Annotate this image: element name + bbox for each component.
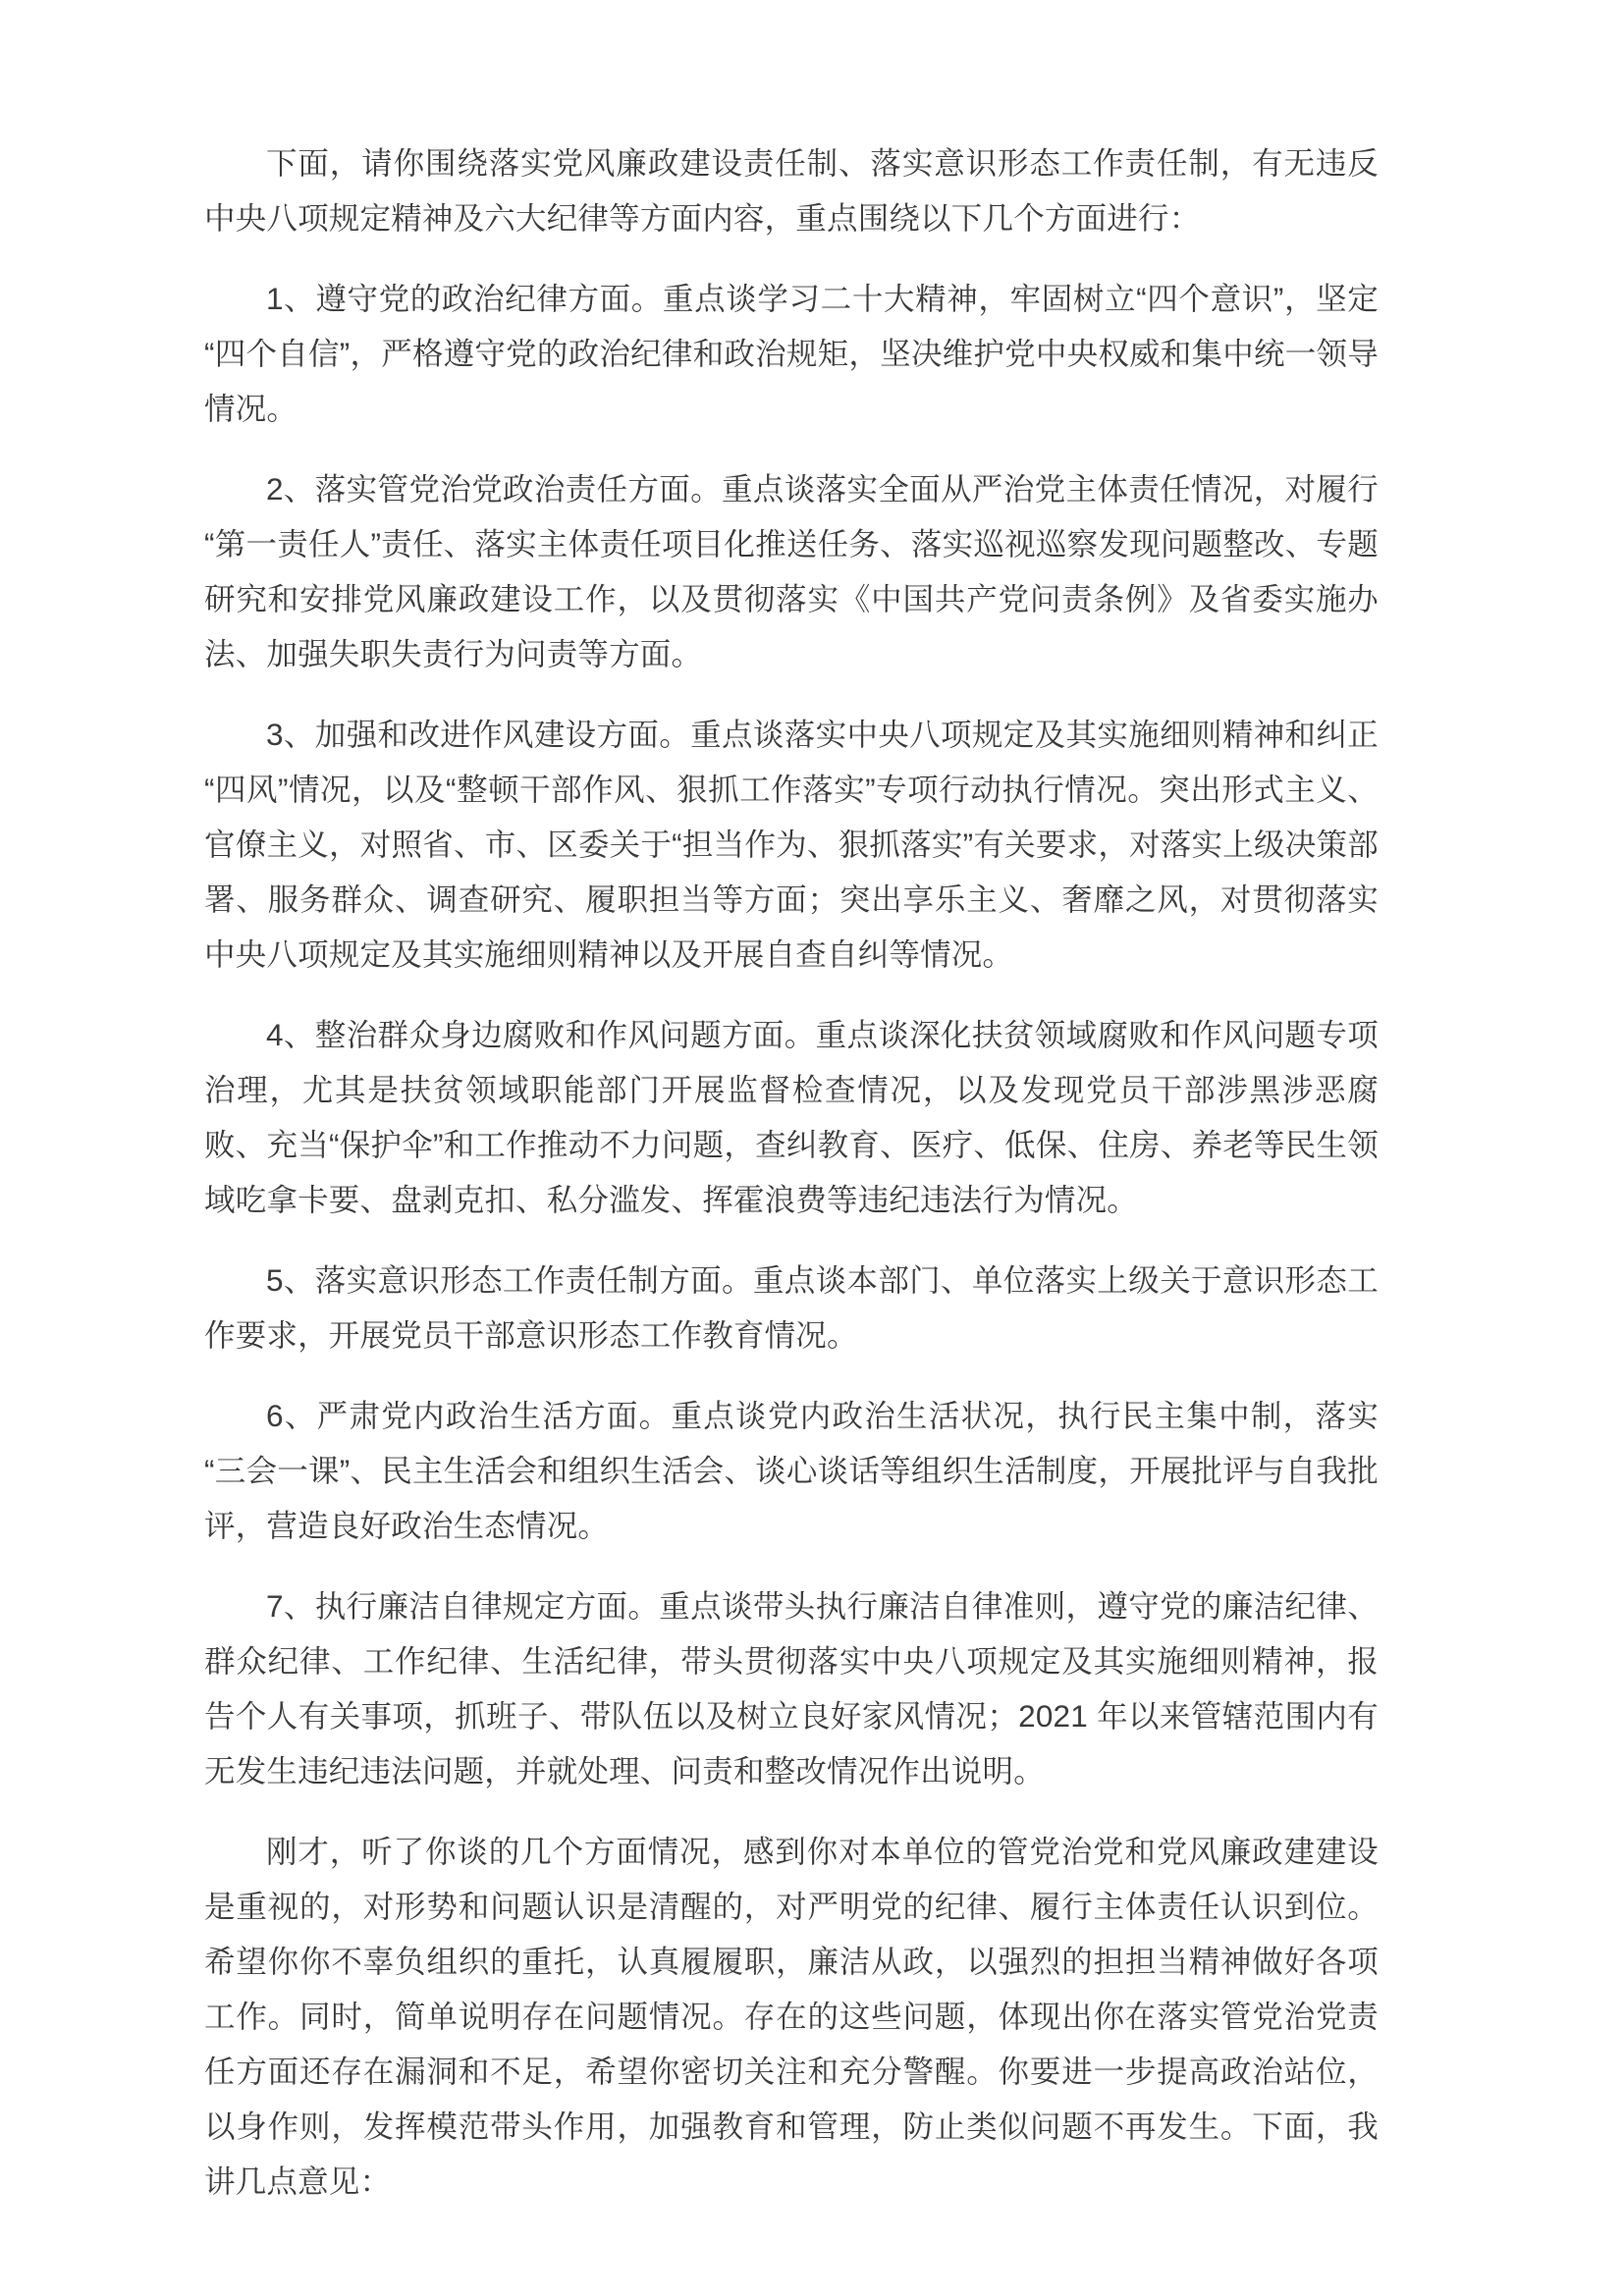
paragraph-item-1: 1、遵守党的政治纪律方面。重点谈学习二十大精神，牢固树立“四个意识”，坚定“四个自信”，严格遵守党的政治纪律和政治规矩，坚决维护党中央权威和集中统一领导情况。	[204, 281, 1379, 426]
paragraph-item-2: 2、落实管党治党政治责任方面。重点谈落实全面从严治党主体责任情况，对履行“第一责任人”责任、落实主体责任项目化推送任务、落实巡视巡察发现问题整改、专题研究和安排党风廉政建设工作，以及贯彻落实《中国共产党问责条例》及省委实施办法、加强失职失责行为问责等方面。	[204, 471, 1379, 671]
paragraph-closing: 刚才，听了你谈的几个方面情况，感到你对本单位的管党治党和党风廉政建建设是重视的，对形势和问题认识是清醒的，对严明党的纪律、履行主体责任认识到位。希望你你不辜负组织的重托，认真履履职，廉洁从政，以强烈的担担当精神做好各项工作。同时，简单说明存在问题情况。存在的这些问题，体现出你在落实管党治党责任方面还存在漏洞和不足，希望你密切关注和充分警醒。你要进一步提高政治站位，以身作则，发挥模范带头作用，加强教育和管理，防止类似问题不再发生。下面，我讲几点意见：	[204, 1834, 1379, 2199]
paragraph-item-3: 3、加强和改进作风建设方面。重点谈落实中央八项规定及其实施细则精神和纠正“四风”情况，以及“整顿干部作风、狠抓工作落实”专项行动执行情况。突出形式主义、官僚主义，对照省、市、区委关于“担当作为、狠抓落实”有关要求，对落实上级决策部署、服务群众、调查研究、履职担当等方面；突出享乐主义、奢靡之风，对贯彻落实中央八项规定及其实施细则精神以及开展自查自纠等情况。	[204, 717, 1379, 972]
paragraph-item-6: 6、严肃党内政治生活方面。重点谈党内政治生活状况，执行民主集中制，落实“三会一课”、民主生活会和组织生活会、谈心谈话等组织生活制度，开展批评与自我批评，营造良好政治生态情况。	[204, 1398, 1379, 1543]
document-body	[204, 135, 1379, 2209]
paragraph-item-7: 7、执行廉洁自律规定方面。重点谈带头执行廉洁自律准则，遵守党的廉洁纪律、群众纪律、工作纪律、生活纪律，带头贯彻落实中央八项规定及其实施细则精神，报告个人有关事项，抓班子、带队伍以及树立良好家风情况；2021 年以来管辖范围内有无发生违纪违法问题，并就处理、问责和整改情况作出说明。	[204, 1588, 1379, 1789]
paragraph-item-4: 4、整治群众身边腐败和作风问题方面。重点谈深化扶贫领域腐败和作风问题专项治理，尤其是扶贫领域职能部门开展监督检查情况，以及发现党员干部涉黑涉恶腐败、充当“保护伞”和工作推动不力问题，查纠教育、医疗、低保、住房、养老等民生领域吃拿卡要、盘剥克扣、私分滥发、挥霍浪费等违纪违法行为情况。	[204, 1017, 1379, 1217]
paragraph-intro: 下面，请你围绕落实党风廉政建设责任制、落实意识形态工作责任制，有无违反中央八项规定精神及六大纪律等方面内容，重点围绕以下几个方面进行：	[204, 145, 1379, 236]
paragraph-item-5: 5、落实意识形态工作责任制方面。重点谈本部门、单位落实上级关于意识形态工作要求，开展党员干部意识形态工作教育情况。	[204, 1262, 1379, 1353]
